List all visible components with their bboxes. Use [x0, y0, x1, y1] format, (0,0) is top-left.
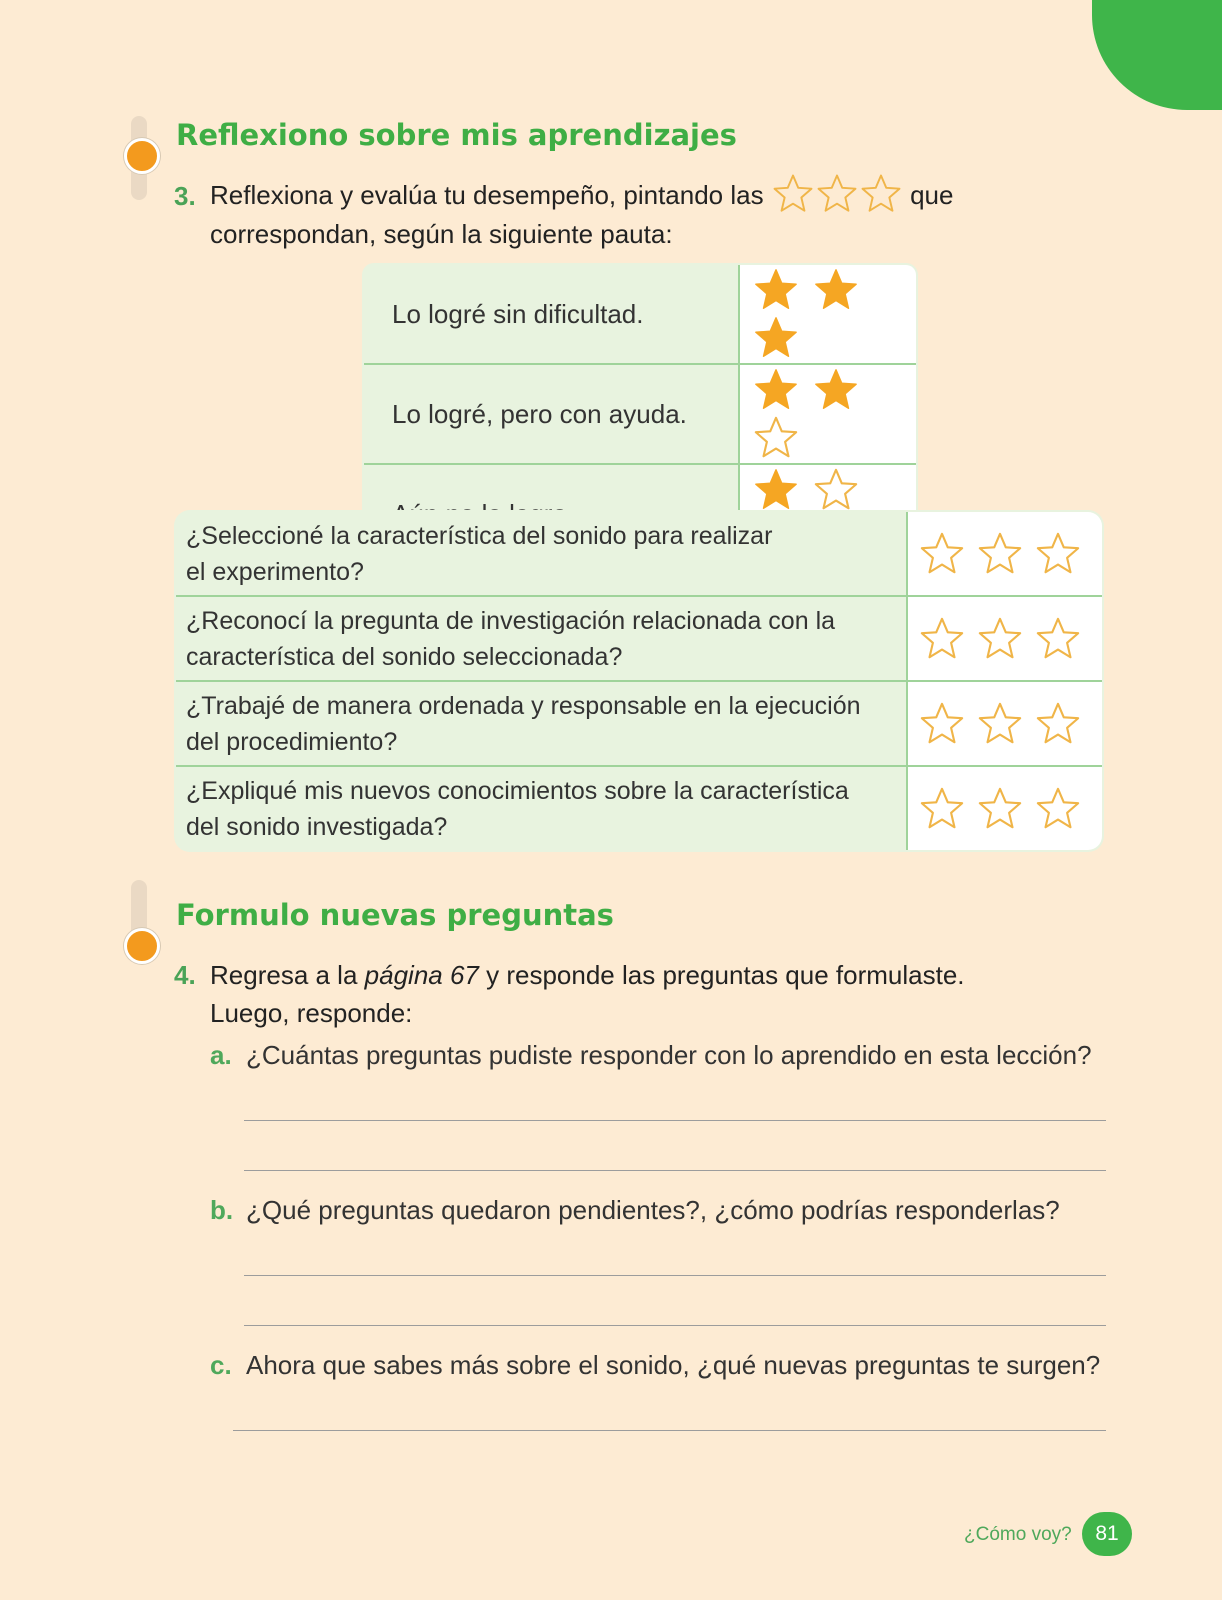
- sub-question-letter-c: c.: [210, 1350, 232, 1380]
- star-outline-icon[interactable]: [1034, 615, 1082, 663]
- star-outline-icon[interactable]: [976, 700, 1024, 748]
- star-outline-icon[interactable]: [918, 700, 966, 748]
- star-outline-icon[interactable]: [752, 414, 800, 462]
- legend-stars: [739, 264, 917, 364]
- legend-row: [363, 264, 917, 364]
- star-outline-icon[interactable]: [1034, 700, 1082, 748]
- star-filled-icon: [752, 266, 800, 314]
- question-3-text: [210, 176, 953, 216]
- sub-question-b-text: ¿Qué preguntas quedaron pendientes?, ¿cómo podrías responderlas?: [246, 1195, 1060, 1225]
- star-outline-icon[interactable]: [918, 785, 966, 833]
- question-4-pre: Regresa a la: [210, 960, 365, 990]
- question-number-3: 3.: [174, 181, 196, 211]
- legend-stars: [739, 364, 917, 464]
- star-filled-icon: [752, 314, 800, 362]
- question-number-4: 4.: [174, 960, 196, 990]
- evaluation-row: [175, 511, 1103, 596]
- section-title-reflexiono: Reflexiono sobre mis aprendizajes: [176, 118, 737, 152]
- evaluation-question: [175, 511, 907, 596]
- answer-line-c1[interactable]: [233, 1430, 1106, 1431]
- sub-question-a-text: ¿Cuántas preguntas pudiste responder con lo aprendido en esta lección?: [246, 1040, 1092, 1070]
- star-outline-icon[interactable]: [812, 466, 860, 514]
- star-outline-icon[interactable]: [1034, 785, 1082, 833]
- evaluation-question-line2: característica del sonido seleccionada?: [186, 642, 623, 671]
- evaluation-stars[interactable]: [907, 681, 1103, 766]
- page-reference: página 67: [364, 960, 479, 990]
- question-4-line2: Luego, responde:: [210, 998, 413, 1028]
- answer-line-b2[interactable]: [244, 1325, 1106, 1326]
- question-3-line1-end: que: [910, 180, 954, 210]
- evaluation-row: [175, 681, 1103, 766]
- evaluation-stars[interactable]: [907, 766, 1103, 851]
- evaluation-question-line1: ¿Seleccioné la característica del sonido para realizar: [186, 521, 773, 550]
- star-outline-icon: [815, 172, 859, 216]
- evaluation-question-line2: el experimento?: [186, 557, 364, 586]
- sub-question-letter-a: a.: [210, 1040, 232, 1070]
- evaluation-question-line1: ¿Expliqué mis nuevos conocimientos sobre la característica: [186, 776, 849, 805]
- legend-row: [363, 364, 917, 464]
- star-outline-icon[interactable]: [918, 530, 966, 578]
- star-filled-icon: [752, 366, 800, 414]
- answer-line-b1[interactable]: [244, 1275, 1106, 1276]
- section-title-formulo: Formulo nuevas preguntas: [176, 898, 614, 932]
- evaluation-question: [175, 596, 907, 681]
- legend-label: Lo logré sin dificultad.: [363, 264, 739, 364]
- evaluation-stars[interactable]: [907, 511, 1103, 596]
- star-outline-icon[interactable]: [918, 615, 966, 663]
- question-3-line2: correspondan, según la siguiente pauta:: [210, 219, 673, 249]
- evaluation-row: [175, 596, 1103, 681]
- evaluation-question-line2: del procedimiento?: [186, 727, 398, 756]
- sub-question-c-text: Ahora que sabes más sobre el sonido, ¿qué nuevas preguntas te surgen?: [246, 1350, 1101, 1380]
- evaluation-question-line1: ¿Reconocí la pregunta de investigación relacionada con la: [186, 606, 836, 635]
- page-number-badge: 81: [1082, 1512, 1132, 1556]
- evaluation-question-line1: ¿Trabajé de manera ordenada y responsable en la ejecución: [186, 691, 861, 720]
- star-outline-icon[interactable]: [976, 785, 1024, 833]
- question-4-post: y responde las preguntas que formulaste.: [478, 960, 965, 990]
- evaluation-table: [174, 510, 1104, 852]
- corner-decoration: [1092, 0, 1222, 110]
- question-3-line1-start: Reflexiona y evalúa tu desempeño, pintando las: [210, 180, 764, 210]
- star-filled-icon: [812, 266, 860, 314]
- answer-line-a2[interactable]: [244, 1170, 1106, 1171]
- evaluation-stars[interactable]: [907, 596, 1103, 681]
- star-outline-icon: [859, 172, 903, 216]
- evaluation-question: [175, 766, 907, 851]
- star-outline-icon[interactable]: [976, 615, 1024, 663]
- footer-label: ¿Cómo voy?: [964, 1524, 1072, 1545]
- evaluation-row: [175, 766, 1103, 851]
- star-filled-icon: [812, 366, 860, 414]
- evaluation-question: [175, 681, 907, 766]
- evaluation-question-line2: del sonido investigada?: [186, 812, 448, 841]
- star-outline-icon: [771, 172, 815, 216]
- legend-label: Lo logré, pero con ayuda.: [363, 364, 739, 464]
- star-outline-icon[interactable]: [976, 530, 1024, 578]
- sub-question-letter-b: b.: [210, 1195, 234, 1225]
- star-outline-icon[interactable]: [1034, 530, 1082, 578]
- question-4-text: [210, 956, 965, 994]
- star-filled-icon: [752, 466, 800, 514]
- answer-line-a1[interactable]: [244, 1120, 1106, 1121]
